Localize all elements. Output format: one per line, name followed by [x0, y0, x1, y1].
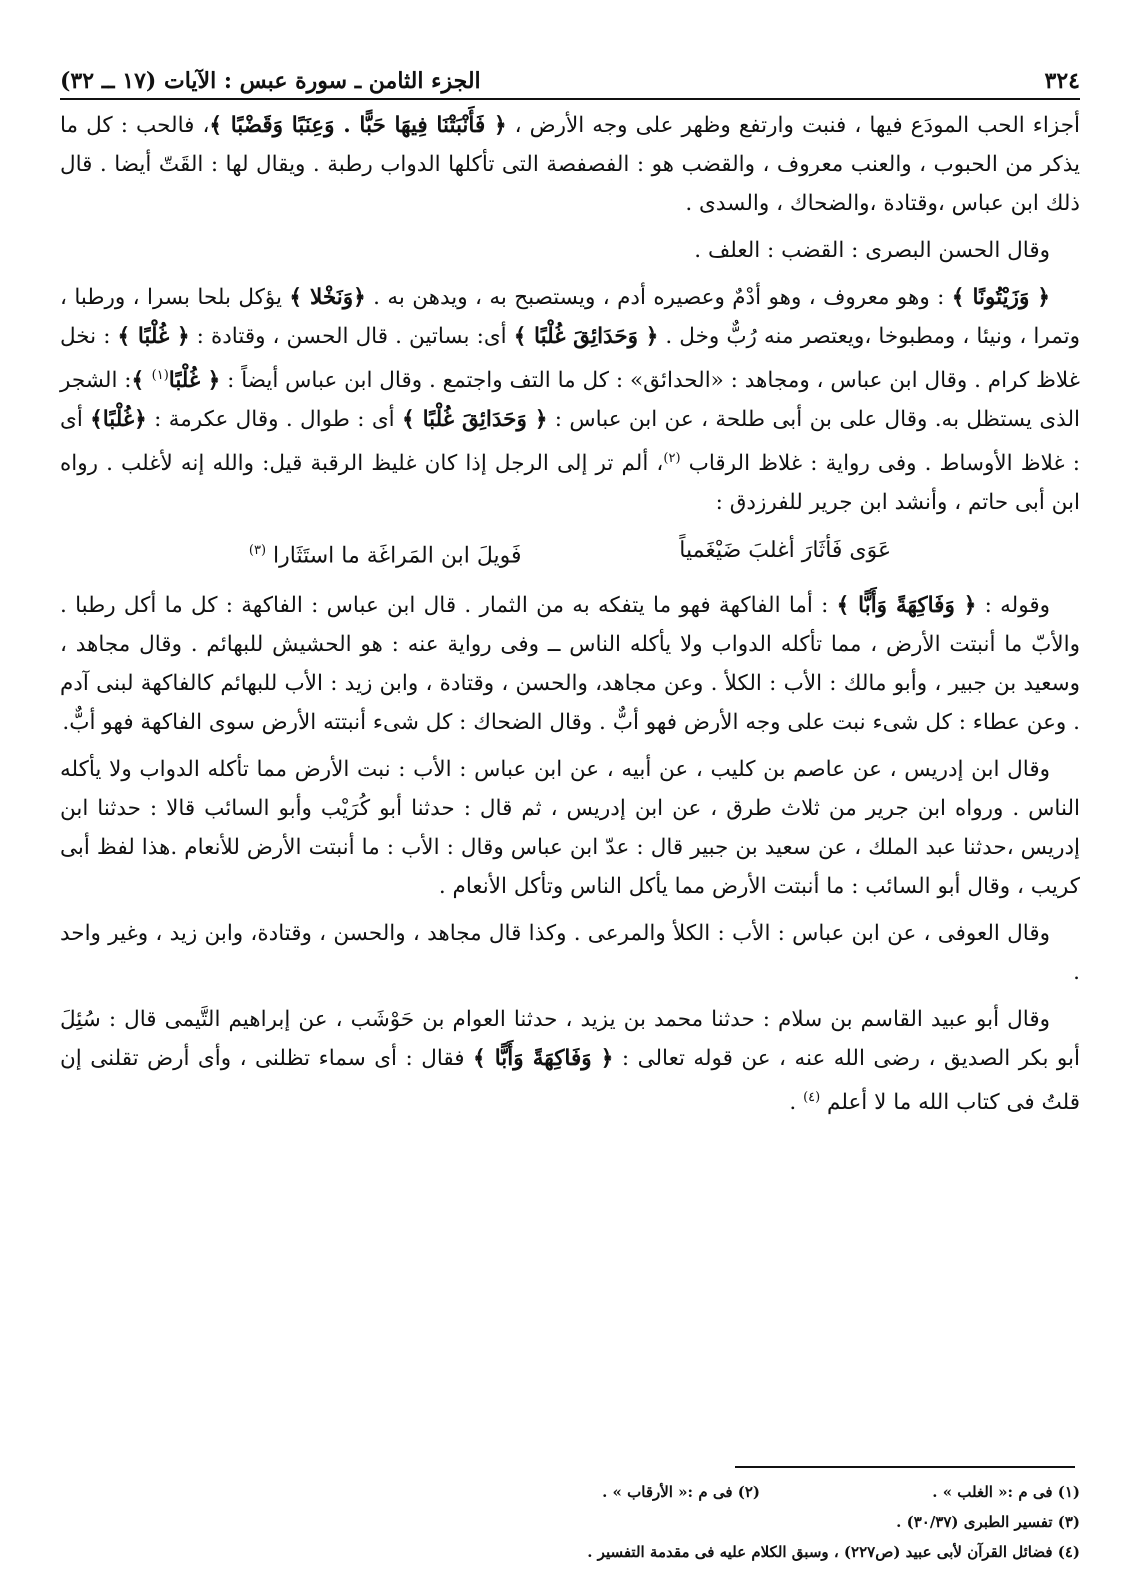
text-span: أجزاء الحب المودَع فيها ، فنبت وارتفع وظهر على وجه الأرض ،	[506, 113, 1080, 138]
verse-footnote-marker: (٣)	[248, 543, 267, 559]
paragraph-p5	[60, 750, 1080, 906]
paragraph-p3	[60, 278, 1080, 522]
paragraph-p4	[60, 586, 1080, 742]
text-span: ، ألم تر إلى الرجل إذا كان غليظ الرقبة قيل: والله إنه لأغلب . رواه ابن أبى حاتم ، وأنشد ابن جرير للفرزدق :	[60, 451, 1080, 516]
text-span: يؤكل بلحا بسرا ، ورطبا ، وتمرا ، ونيئا ، ومطبوخا ،ويعتصر منه رُبٌّ وخل .	[60, 285, 1080, 349]
page-number: ٣٢٤	[1044, 68, 1080, 94]
footnote-3: (٣) تفسير الطبرى (٣٠/٣٧) .	[896, 1513, 1080, 1531]
text-span: ، فالحب : كل ما يذكر من الحبوب ، والعنب معروف ، والقضب هو : الفصفصة التى تأكلها الدواب رطبة . ويقال لها : القَتّ أيضا . قال ذلك ابن عباس ،وقتادة ،والضحاك ، والسدى .	[60, 113, 1080, 216]
poetry-verse	[60, 530, 1080, 577]
text-span: : أما الفاكهة فهو ما يتفكه به من الثمار . قال ابن عباس : الفاكهة : كل ما أكل رطبا . والأبّ ما أنبتت الأرض ، مما تأكله الدواب ولا يأكله الناس ــ وفى رواية عنه : هو الحشيش للبهائم . وقال مجاهد ، وسعيد بن جبير ، وأبو مالك : الأب : الكلأ . وعن مجاهد، والحسن ، وقتادة ، وابن زيد : الأب للبهائم كالفاكهة لبنى آدم . وعن عطاء : كل شىء نبت على وجه الأرض فهو أبٌّ . وقال الضحاك : كل شىء أنبتته الأرض سوى الفاكهة فهو أبٌّ.	[60, 592, 1080, 735]
text-span: : وهو معروف ، وهو أدْمٌ وعصيره أدم ، ويستصبح به ، ويدهن به .	[365, 285, 952, 310]
footnotes	[60, 1477, 1080, 1567]
footnote-marker: (١)	[151, 368, 169, 383]
text-span: وقال العوفى ، عن ابن عباس : الأب : الكلأ والمرعى . وكذا قال مجاهد ، والحسن ، وقتادة، وابن زيد ، وغير واحد .	[60, 920, 1080, 985]
text-span: : نخل غلاظ كرام . وقال ابن عباس ، ومجاهد : «الحدائق» : كل ما التف واجتمع . وقال ابن عباس أيضاً :	[60, 324, 1080, 394]
paragraphs-before-verse	[60, 106, 1080, 522]
running-header	[60, 68, 1080, 100]
footnote-separator	[735, 1466, 1075, 1468]
text-span: وقال أبو عبيد القاسم بن سلام : حدثنا محمد بن يزيد ، حدثنا العوام بن حَوْشَب ، عن إبراهيم التَّيمى قال : سُئِلَ أبو بكر الصديق ، رضى الله عنه ، عن قوله تعالى :	[60, 1006, 1080, 1071]
text-span: .	[789, 1089, 804, 1115]
footnote-1: (١) فى م :« الغلب » .	[932, 1483, 1080, 1501]
text-span: وقال ابن إدريس ، عن عاصم بن كليب ، عن أبيه ، عن ابن عباس : الأب : نبت الأرض مما تأكله الدواب ولا يأكله الناس . ورواه ابن جرير من ثلاث طرق ، عن ابن إدريس ، ثم قال : حدثنا أبو كُرَيْب وأبو السائب قالا : حدثنا ابن إدريس ،حدثنا عبد الملك ، عن سعيد بن جبير قال : عدّ ابن عباس وقال : الأب : ما أنبتت الأرض للأنعام .هذا لفظ أبى كريب ، وقال أبو السائب : ما أنبتت الأرض مما يأكل الناس وتأكل الأنعام .	[60, 756, 1080, 899]
footnote-marker: (٤)	[803, 1089, 821, 1105]
quran-quote: ﴿ وَفَاكِهَةً وَأَبًّا ﴾	[836, 592, 977, 618]
quran-quote: ﴿غُلْبًا﴾	[90, 407, 147, 433]
text-span: أى: بساتين . قال الحسن ، وقتادة :	[189, 324, 514, 349]
quran-quote: ﴿ وَفَاكِهَةً وَأَبًّا ﴾	[473, 1045, 614, 1071]
footnote-row	[60, 1477, 1080, 1507]
text-span: وقال الحسن البصرى : القضب : العلف .	[694, 238, 1050, 263]
main-text	[60, 106, 1080, 1122]
footnote-marker: (٢)	[663, 451, 681, 467]
paragraph-p1	[60, 106, 1080, 223]
text-span: أى : غلاظ الأوساط . وفى رواية : غلاظ الرقاب	[60, 407, 1081, 477]
text-span: أى : طوال . وقال عكرمة :	[146, 407, 402, 433]
quran-quote: ﴿ وَحَدَائِقَ غُلْبًا ﴾	[513, 324, 659, 349]
quran-quote: ﴾	[131, 368, 152, 394]
text-span: : الشجر الذى يستظل به. وقال على بن أبى طلحة ، عن ابن عباس :	[60, 368, 1080, 433]
verse-first-hemistich: عَوَى فَأثَارَ أغلبَ ضَيْغَمياً	[679, 538, 892, 564]
paragraph-p7	[60, 1000, 1080, 1122]
quran-quote: ﴿ وَحَدَائِقَ غُلْبًا ﴾	[401, 407, 548, 433]
verse-second-hemistich	[249, 530, 522, 577]
quran-quote: ﴿ وَزَيْتُونًا ﴾	[951, 285, 1050, 310]
quran-quote: ﴿ غُلْبًا ﴾	[117, 324, 190, 349]
quran-quote: ﴿ فَأَنْبَتْنَا فِيهَا حَبًّا . وَعِنَبًا وَقَضْبًا ﴾	[209, 113, 507, 138]
paragraphs-after-verse	[60, 586, 1080, 1122]
verse-second-hemistich-text: فَويلَ ابن المَراغَة ما استَثَارا	[273, 543, 522, 569]
paragraph-p2	[60, 231, 1080, 270]
quran-quote: ﴿ غُلْبًا	[168, 368, 221, 394]
running-title: الجزء الثامن ـ سورة عبس : الآيات (١٧ ــ ٣٢)	[60, 68, 481, 94]
book-page	[60, 68, 1080, 1130]
text-span: وقوله :	[976, 592, 1050, 618]
paragraph-p6	[60, 914, 1080, 992]
text-span: فقال : أى سماء تظلنى ، وأى أرض تقلنى إن قلتُ فى كتاب الله ما لا أعلم	[60, 1045, 1080, 1115]
footnote-4: (٤) فضائل القرآن لأبى عبيد (ص٢٢٧) ، وسبق الكلام عليه فى مقدمة التفسير .	[587, 1543, 1080, 1561]
footnote-2: (٢) فى م :« الأرقاب » .	[602, 1483, 760, 1501]
quran-quote: ﴿وَنَخْلا ﴾	[289, 285, 366, 310]
